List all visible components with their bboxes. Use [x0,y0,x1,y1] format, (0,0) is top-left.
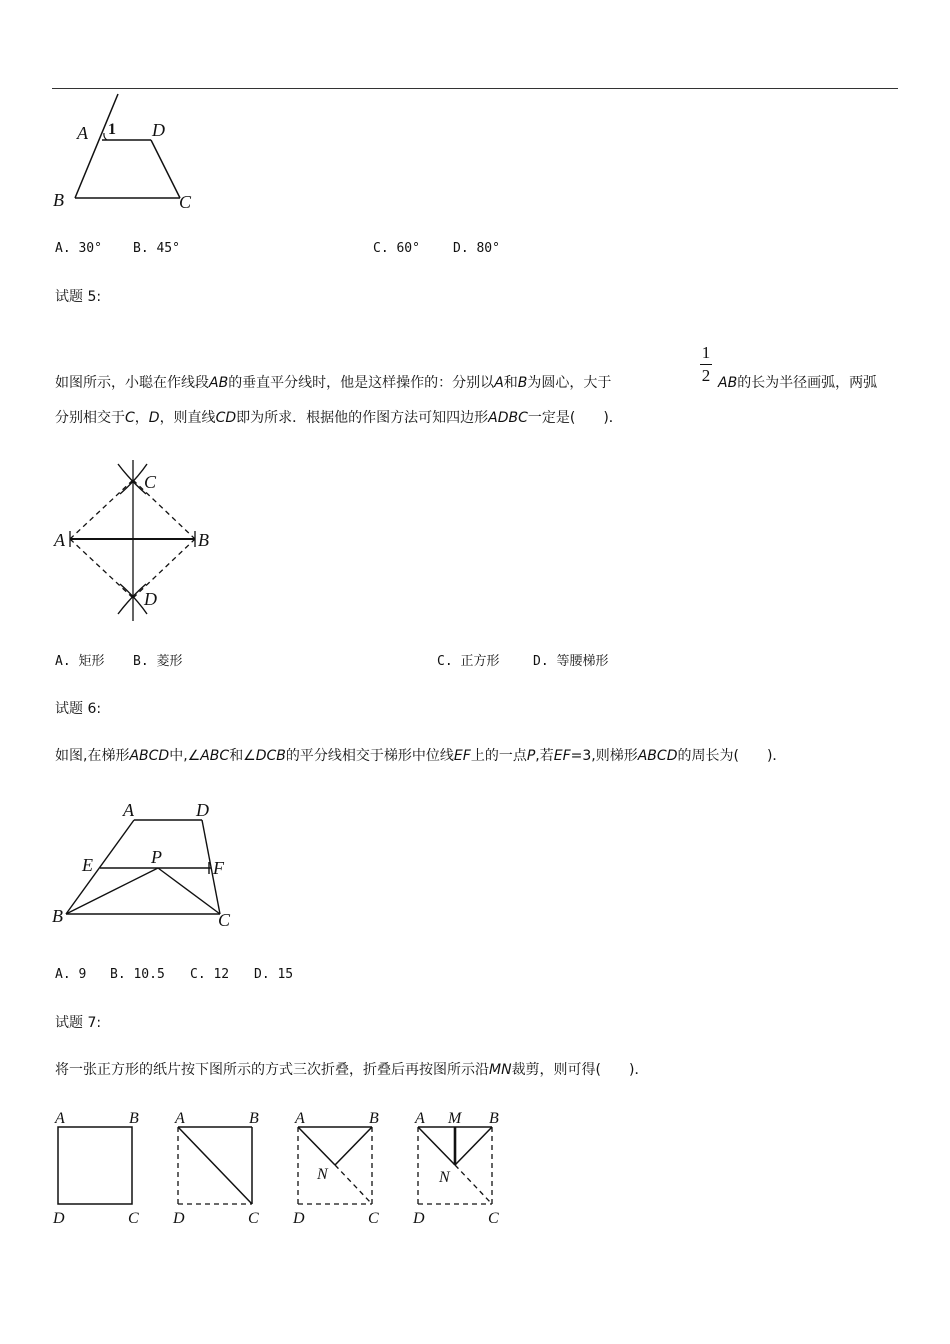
q7-text: 将一张正方形的纸片按下图所示的方式三次折叠，折叠后再按图所示沿MN裁剪，则可得( )． [55,1062,649,1078]
q4-label-A: A [77,123,88,143]
q7-f1-label-B: B [129,1110,139,1127]
q6-label-C: C [218,910,231,930]
q7-f4-label-A: A [415,1110,425,1127]
q7-f2-label-A: A [175,1110,185,1127]
q7-f3-label-B: B [369,1110,379,1127]
q6-heading: 试题 6: [55,701,102,717]
q6-label-P: P [151,847,162,867]
q6-option-b[interactable]: B. 10.5 [110,967,165,982]
q7-f4-label-N: N [439,1169,450,1186]
q7-f3-label-A: A [295,1110,305,1127]
q4-option-b[interactable]: B. 45° [133,241,180,256]
q4-label-C: C [179,192,192,212]
q4-option-d[interactable]: D. 80° [453,241,500,256]
q7-f4-label-C: C [488,1210,499,1227]
q5-text-line2: 分别相交于C，D，则直线CD即为所求．根据他的作图方法可知四边形ADBC一定是( )． [55,410,623,426]
top-divider [52,88,898,89]
q6-option-c[interactable]: C. 12 [190,967,230,982]
q7-f1-label-C: C [128,1210,139,1227]
q4-trapezoid-figure [50,92,210,217]
q7-f3-label-C: C [368,1210,379,1227]
q5-option-a[interactable]: A. 矩形 [55,654,105,669]
q7-fold-figure-4 [410,1106,510,1228]
q5-heading: 试题 5: [55,289,102,305]
q6-label-F: F [213,858,224,878]
q7-f4-label-M: M [448,1110,462,1127]
q6-label-D: D [196,800,209,820]
q6-trapezoid-figure [50,798,245,933]
q7-heading: 试题 7: [55,1015,102,1031]
q7-f2-label-D: D [173,1210,185,1227]
q7-f3-label-D: D [293,1210,305,1227]
q7-fold-figure-1 [50,1106,150,1228]
q5-construction-figure [50,458,220,623]
q5-option-d[interactable]: D. 等腰梯形 [533,654,609,669]
q5-label-D: D [144,589,157,609]
q7-f2-label-B: B [249,1110,259,1127]
q5-fraction-numerator: 1 [701,343,711,362]
q6-option-a[interactable]: A. 9 [55,967,87,982]
q7-fold-figure-2 [170,1106,270,1228]
q7-f3-label-N: N [317,1166,328,1183]
q4-option-c[interactable]: C. 60° [373,241,420,256]
q6-text: 如图,在梯形ABCD中,∠ABC和∠DCB的平分线相交于梯形中位线EF上的一点P,若EF=3,则梯形ABCD的周长为( )． [55,748,787,764]
q4-label-B: B [53,190,64,210]
q6-label-E: E [82,855,93,875]
q5-fraction-bar [700,364,712,365]
q6-option-d[interactable]: D. 15 [254,967,294,982]
q5-text-line1-tail: AB的长为半径画弧，两弧 [718,375,878,391]
q6-label-B: B [52,906,63,926]
q5-label-B: B [198,530,209,550]
q5-option-c[interactable]: C. 正方形 [437,654,500,669]
q6-label-A: A [123,800,134,820]
q4-option-a[interactable]: A. 30° [55,241,102,256]
q5-label-C: C [144,472,157,492]
q5-label-A: A [54,530,65,550]
q7-f4-label-D: D [413,1210,425,1227]
q7-f1-label-D: D [53,1210,65,1227]
q7-f1-label-A: A [55,1110,65,1127]
q4-label-angle-1: 1 [108,121,116,138]
q7-fold-figure-3 [290,1106,390,1228]
q7-f2-label-C: C [248,1210,259,1227]
q5-option-b[interactable]: B. 菱形 [133,654,183,669]
q5-fraction-denominator: 2 [701,366,711,385]
q7-f4-label-B: B [489,1110,499,1127]
q4-label-D: D [152,120,165,140]
q5-text-line1: 如图所示，小聪在作线段AB的垂直平分线时，他是这样操作的：分别以A和B为圆心，大于 [55,375,612,391]
